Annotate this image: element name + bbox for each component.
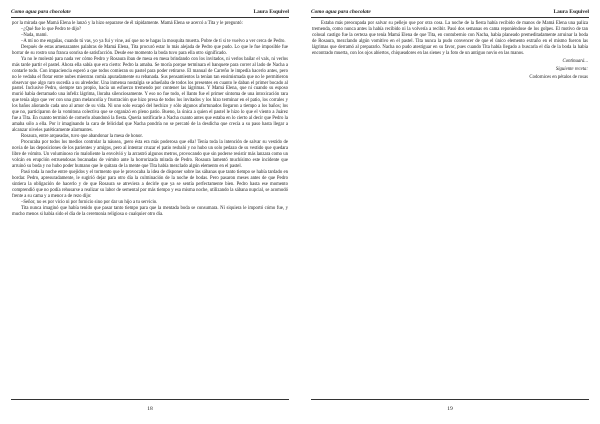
- page-number: 19: [447, 406, 453, 412]
- paragraph: Procuraba por todos los medios controlar la náusea, ¡pero ésta era más poderosa que ella! Tenía toda la intención de salvar su vestido de novia de las deposiciones de los parientes y amigos, pero al intentar cruzar el patio resbaló y no hubo un solo pedazo de su vestido que quedara libre de vómito. Un voluminoso río maloliente la envolvió y la arrastró algunos metros, provocando que sin poderse resistir más lanzara como un volcán en erupción estruendosas bocanadas de vómito ante la horrorizada mirada de Pedro. Rosaura lamentó muchísimo este incidente que arruinó su boda y no hubo poder humano que le quitara de la mente que Tita había mezclado algún elemento en el pastel.: [12, 140, 288, 169]
- paragraph: Ya no le molestó para nada ver cómo Pedro y Rosaura iban de mesa en mesa brindando con los invitados, ni verlos bailar el vals, ni verlos más tarde partir el pastel. Ahora ella sabía que era cierto: Pedro la amaba. Se moría porque terminara el banquete para correr al lado de Nacha a contarle todo. Con impaciencia esperó a que todos comieran su pastel para poder retirarse. El manual de Carreño le impedía hacerlo antes, pero no le vedaba el flotar entre nubes mientras comía apuradamente su rebanada. Sus pensamientos la tenían tan ensimismada que no le permitieron observar que algo raro sucedía a su alrededor. Una inmensa nostalgia se adueñaba de todos los presentes en cuanto le daban el primer bocado al pastel. Inclusive Pedro, siempre tan propio, hacía un esfuerzo tremendo por contener las lágrimas. Y Mamá Elena, que ni cuando su esposo murió había derramado una infeliz lágrima, lloraba silenciosamente. Y eso no fue todo, el llanto fue el primer síntoma de una intoxicación rara que tenía algo que ver con una gran melancolía y frustración que hizo presa de todos los invitados y los hizo terminar en el patio, los corrales y los baños añorando cada uno al amor de su vida. Ni uno solo escapó del hechizo y sólo algunos afortunados llegaron a tiempo a los baños; los que no, participaron de la vomitona colectiva que se organizó en pleno patio. Bueno, la única a quien el pastel le hizo lo que el viento a Juárez fue a Tita. En cuanto terminó de comerlo abandonó la fiesta. Quería notificarle a Nacha cuanto antes que estaba en lo cierto al decir que Pedro la amaba sólo a ella. Por ir imaginando la cara de felicidad que Nacha pondría no se percató de la desdicha que crecía a su paso hasta llegar a alcanzar niveles patéticamente alarmantes.: [12, 56, 288, 134]
- page-number: 18: [147, 406, 153, 412]
- book-title: Como agua para chocolate: [311, 9, 371, 15]
- paragraph: por la mirada que Mamá Elena le lanzó y la hizo separarse de él rápidamente. Mamá Elena se acercó a Tita y le preguntó:: [12, 21, 243, 26]
- paragraph: –Nada, mami.: [21, 32, 48, 38]
- page-header: [311, 7, 589, 17]
- book-title: Como agua para chocolate: [11, 9, 71, 15]
- page-header: [11, 7, 289, 17]
- paragraph: Tita nunca imaginó que había tenido que pasar tanto tiempo para que la mentada boda se consumara. Ni siquiera le importó cómo fue, y mucho menos si había sido el día de la ceremonia religiosa o cualquier otro día.: [12, 205, 288, 217]
- continuation-note: Continuará...: [562, 58, 588, 64]
- right-page: [300, 0, 600, 424]
- paragraph: Pasó toda la noche entre quejidos y el tormento que le provocaba la idea de disponer sobre las sábanas que tanto tiempo se había tardado en bordar. Pedro, apresuradamente, le sugirió dejar para otro día la culminación de la noche de bodas. Pero pasaron meses antes de que Pedro sintiera la obligación de hacerlo y de que Rosaura se atreviera a decirle que ya se sentía perfectamente bien. Pedro hasta ese momento comprendió que no podía rehusarse a realizar su labor de semental por más tiempo y esa misma noche, utilizando la sábana nupcial, se acomodó frente a su cama y a menor a de rezo dijo:: [12, 169, 288, 199]
- header-rule: [311, 17, 589, 18]
- next-recipe-label: Siguiente receta:: [555, 66, 588, 72]
- paragraph: –Señor, no es por vicio ni por fornicio sino por dar un hijo a tu servicio.: [21, 199, 158, 205]
- paragraph: Rosaura, entre arqueadas, tuvo que abandonar la mesa de honor.: [21, 134, 143, 140]
- footer-rule: [11, 399, 289, 400]
- page-body: [12, 21, 288, 217]
- paragraph: Estaba más preocupada por salvar su pellejo que por otra cosa. La noche de la fiesta había recibido de manos de Mamá Elena una paliza tremenda, como nunca antes la había recibido ni la volvería a recibir. Pasó dos semanas en cama reponiéndose de los golpes. El motivo de tan colosal castigo fue la certeza que tenía Mamá Elena de que Tita, en contubernio con Nacha, había planeado premeditadamente arruinar la boda de Rosaura, mezclando algún vomitivo en el pastel. Tita nunca la pudo convencer de que el único elemento extraño en el mismo fueron las lágrimas que derramó al prepararlo. Nacha no pudo atestiguar en su favor, pues cuando Tita había llegado a buscarla el día de la boda la había encontrado muerta, con los ojos abiertos, chiqueadores en las sienes y la foto de un antiguo novio en las manos.: [312, 21, 588, 56]
- header-rule: [11, 17, 289, 18]
- footer-rule: [311, 399, 589, 400]
- page-body: [312, 21, 588, 81]
- book-author: Laura Esquivel: [253, 9, 289, 15]
- next-recipe-title: Codornices en pétalos de rosas: [529, 74, 588, 80]
- paragraph: –¿Qué fue lo que Pedro te dijo?: [21, 26, 82, 32]
- paragraph: –A mí no me engañas, cuando tú vas, yo ya fui y vine, así que no te hagas la mosquita muerta. Pobre de ti si te vuelvo a ver cerca de Pedro.: [21, 38, 286, 44]
- paragraph: Después de estas amenazantes palabras de Mamá Elena, Tita procuró estar lo más alejada de Pedro que pudo. Lo que le fue imposible fue borrar de su rostro una franca sonrisa de satisfacción. Desde ese momento la boda tuvo para ella otro significado.: [12, 44, 288, 56]
- book-author: Laura Esquivel: [553, 9, 589, 15]
